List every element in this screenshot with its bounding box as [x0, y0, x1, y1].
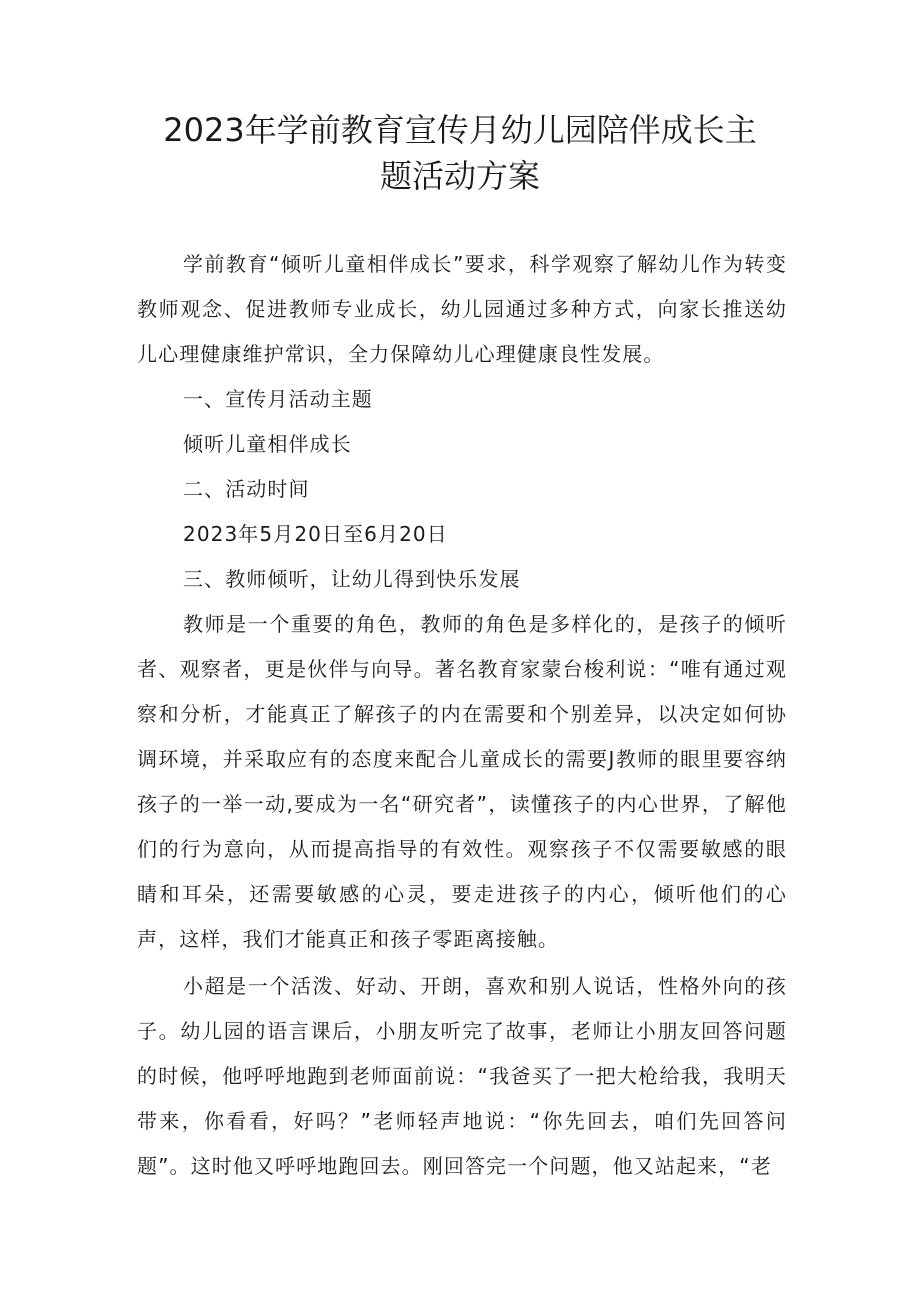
- document-title: [0, 107, 920, 199]
- title-line-1: 2023年学前教育宣传月幼儿园陪伴成长主: [163, 111, 757, 149]
- document-body: [137, 242, 787, 1189]
- section-1-heading: 一、宣传月活动主题: [183, 387, 373, 411]
- title-line-2: 题活动方案: [379, 157, 540, 195]
- section-3-heading: 三、教师倾听，让幼儿得到快乐发展: [183, 567, 521, 591]
- section-3-paragraph-1: 教师是一个重要的角色，教师的角色是多样化的，是孩子的倾听者、观察者，更是伙伴与向导。著名教育家蒙台梭利说：“唯有通过观察和分析，才能真正了解孩子的内在需要和个别差异，以决定如何协调环境，并采取应有的态度来配合儿童成长的需要J教师的眼里要容纳孩子的一举一动,要成为一名“研究者”，读懂孩子的内心世界，了解他们的行为意向，从而提高指导的有效性。观察孩子不仅需要敏感的眼睛和耳朵，还需要敏感的心灵，要走进孩子的内心，倾听他们的心声，这样，我们才能真正和孩子零距离接触。: [137, 612, 787, 951]
- section-2-text: 2023年5月20日至6月20日: [183, 522, 448, 546]
- section-1-text: 倾听儿童相伴成长: [183, 432, 352, 456]
- section-2-heading: 二、活动时间: [183, 477, 310, 501]
- section-3-paragraph-2: 小超是一个活泼、好动、开朗，喜欢和别人说话，性格外向的孩子。幼儿园的语言课后，小朋友听完了故事，老师让小朋友回答问题的时候，他呼呼地跑到老师面前说：“我爸买了一把大枪给我，我明天带来，你看看，好吗？”老师轻声地说：“你先回去，咱们先回答问题”。这时他又呼呼地跑回去。刚回答完一个问题，他又站起来，“老: [137, 974, 787, 1178]
- intro-paragraph: 学前教育“倾听儿童相伴成长”要求，科学观察了解幼儿作为转变教师观念、促进教师专业成长，幼儿园通过多种方式，向家长推送幼儿心理健康维护常识，全力保障幼儿心理健康良性发展。: [137, 252, 787, 366]
